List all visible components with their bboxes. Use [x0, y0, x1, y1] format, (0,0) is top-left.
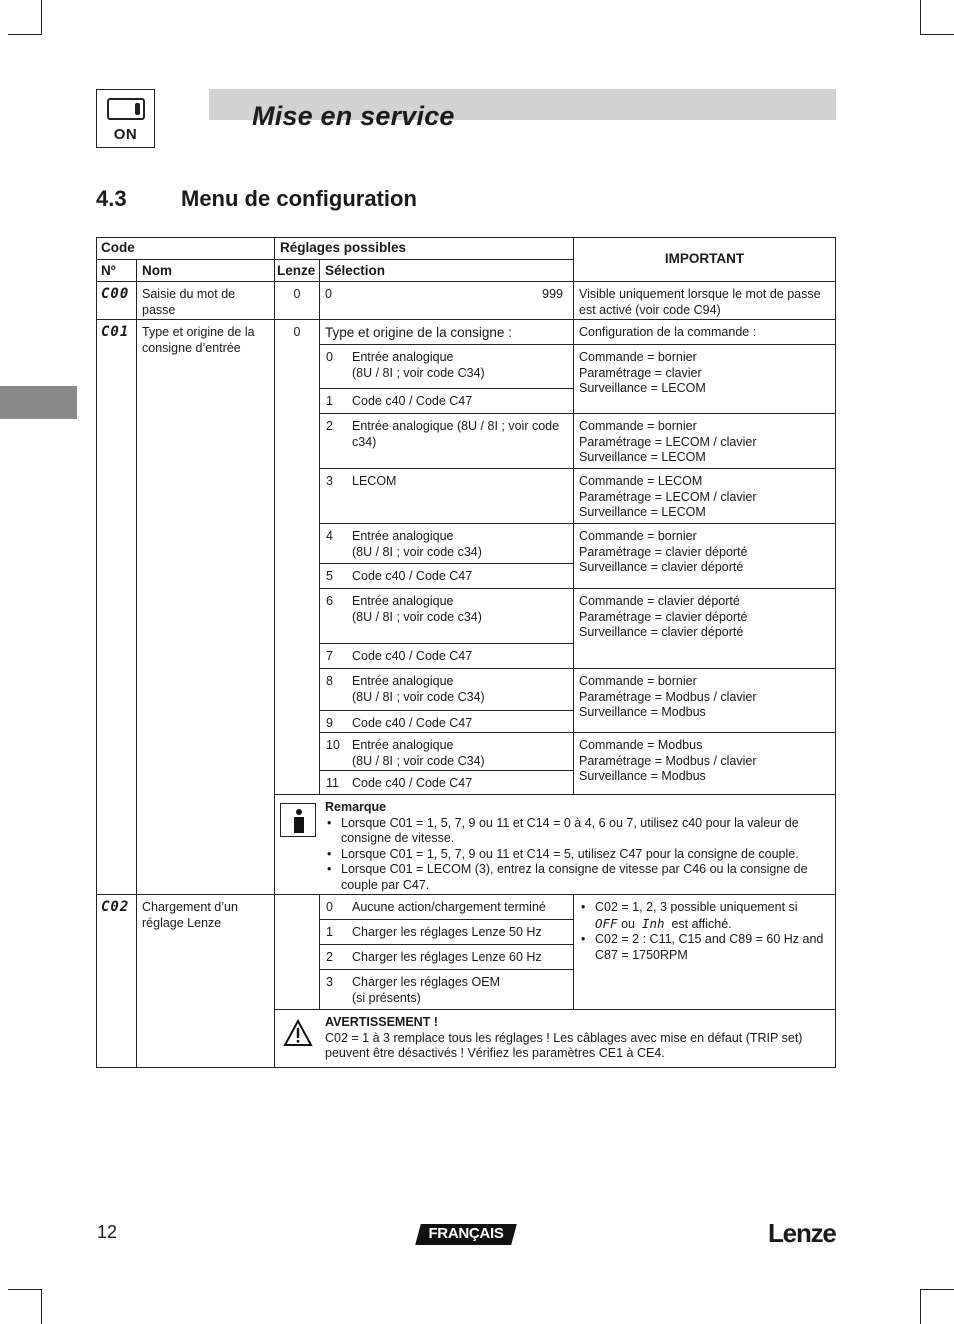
info-icon [280, 803, 316, 837]
config-table [96, 237, 836, 1068]
c02-important [574, 895, 836, 1010]
c01-option: 4 Entrée analogique (8U / 8I ; voir code c34) [320, 524, 574, 564]
c01-selection-header: Type et origine de la consigne : [320, 320, 574, 345]
code-c00: C00 [96, 282, 137, 320]
c00-name: Saisie du mot de passe [137, 282, 275, 320]
header-code: Code [96, 237, 275, 260]
section-title: Menu de configuration [181, 186, 417, 211]
c02-option: 3 Charger les réglages OEM (si présents) [320, 970, 574, 1010]
c01-important: Commande = bornier Paramétrage = LECOM / clavier Surveillance = LECOM [574, 414, 836, 469]
crop-mark [8, 1289, 42, 1290]
c01-option: 2 Entrée analogique (8U / 8I ; voir code c34) [320, 414, 574, 469]
chapter-tab [0, 386, 77, 419]
c01-important: Commande = bornier Paramétrage = clavier déporté Surveillance = clavier déporté [574, 524, 836, 589]
note-item: • Lorsque C01 = 1, 5, 7, 9 ou 11 et C14 = 0 à 4, 6 ou 7, utilisez c40 pour la valeur de consigne de vitesse. [325, 816, 830, 847]
power-switch-icon: ON [96, 89, 155, 148]
c01-name: Type et origine de la consigne d’entrée [137, 320, 275, 895]
crop-mark [920, 34, 954, 35]
c00-lenze: 0 [275, 282, 320, 320]
c01-important: Commande = bornier Paramétrage = clavier Surveillance = LECOM [574, 345, 836, 414]
crop-mark [920, 1289, 921, 1324]
section-number: 4.3 [96, 186, 127, 211]
header-number: Nº [96, 260, 137, 282]
warning-icon [283, 1019, 313, 1047]
c01-lenze: 0 [275, 320, 320, 795]
language-label: FRANÇAIS [428, 1225, 504, 1242]
crop-mark [8, 34, 42, 35]
c01-important: Commande = bornier Paramétrage = Modbus / clavier Surveillance = Modbus [574, 669, 836, 733]
code-c02: C02 [96, 895, 137, 1068]
c02-warning [275, 1010, 836, 1068]
c01-option: 5 Code c40 / Code C47 [320, 564, 574, 589]
chapter-title: Mise en service [252, 101, 455, 131]
c01-option: 11 Code c40 / Code C47 [320, 771, 574, 795]
header-settings: Réglages possibles [275, 237, 574, 260]
c02-option: 2 Charger les réglages Lenze 60 Hz [320, 945, 574, 970]
c00-important: Visible uniquement lorsque le mot de passe est activé (voir code C94) [574, 282, 836, 320]
c02-option: 0 Aucune action/chargement terminé [320, 895, 574, 920]
header-selection: Sélection [320, 260, 574, 282]
c01-option: 9 Code c40 / Code C47 [320, 711, 574, 733]
c01-option: 8 Entrée analogique (8U / 8I ; voir code C34) [320, 669, 574, 711]
crop-mark [920, 1289, 954, 1290]
warning-text: C02 = 1 à 3 remplace tous les réglages ! Les câblages avec mise en défaut (TRIP set) peuvent être désactivés ! Vérifiez les paramètres CE1 à CE4. [325, 1030, 803, 1060]
header-lenze: Lenze [275, 260, 320, 282]
c01-note [275, 795, 836, 895]
c02-option: 1 Charger les réglages Lenze 50 Hz [320, 920, 574, 945]
c01-option: 3 LECOM [320, 469, 574, 524]
c02-important-item: • C02 = 2 : C11, C15 and C89 = 60 Hz and C87 = 1750RPM [579, 932, 830, 963]
code-c01: C01 [96, 320, 137, 895]
header-important: IMPORTANT [574, 237, 836, 282]
c01-option: 6 Entrée analogique (8U / 8I ; voir code c34) [320, 589, 574, 644]
warning-title: AVERTISSEMENT ! [325, 1015, 438, 1029]
display-inh: Inh [641, 915, 665, 931]
header-name: Nom [137, 260, 275, 282]
note-item: • Lorsque C01 = 1, 5, 7, 9 ou 11 et C14 = 5, utilisez C47 pour la consigne de couple. [325, 847, 830, 863]
note-list [325, 816, 830, 894]
page-number: 12 [97, 1222, 118, 1242]
crop-mark [41, 1289, 42, 1324]
crop-mark [41, 0, 42, 35]
note-item: • Lorsque C01 = LECOM (3), entrez la consigne de vitesse par C46 ou la consigne de couple par C47. [325, 862, 830, 893]
c02-lenze [275, 895, 320, 1010]
c01-important: Commande = LECOM Paramétrage = LECOM / clavier Surveillance = LECOM [574, 469, 836, 524]
display-off: OFF [595, 915, 618, 931]
c01-important-header: Configuration de la commande : [574, 320, 836, 345]
c01-option: 7 Code c40 / Code C47 [320, 644, 574, 669]
crop-mark [920, 0, 921, 35]
c01-option: 0 Entrée analogique (8U / 8I ; voir code C34) [320, 345, 574, 389]
brand-logo: Lenze [768, 1218, 836, 1248]
c01-option: 1 Code c40 / Code C47 [320, 389, 574, 414]
c01-important: Commande = clavier déporté Paramétrage = clavier déporté Surveillance = clavier déporté [574, 589, 836, 669]
note-title: Remarque [325, 800, 387, 814]
c02-name: Chargement d’un réglage Lenze [137, 895, 275, 1068]
c02-important-item: • C02 = 1, 2, 3 possible uniquement si OFF ou Inh est affiché. [579, 900, 830, 932]
c01-important: Commande = Modbus Paramétrage = Modbus / clavier Surveillance = Modbus [574, 733, 836, 795]
c00-selection: 0 999 [320, 282, 574, 320]
c01-option: 10 Entrée analogique (8U / 8I ; voir code C34) [320, 733, 574, 771]
